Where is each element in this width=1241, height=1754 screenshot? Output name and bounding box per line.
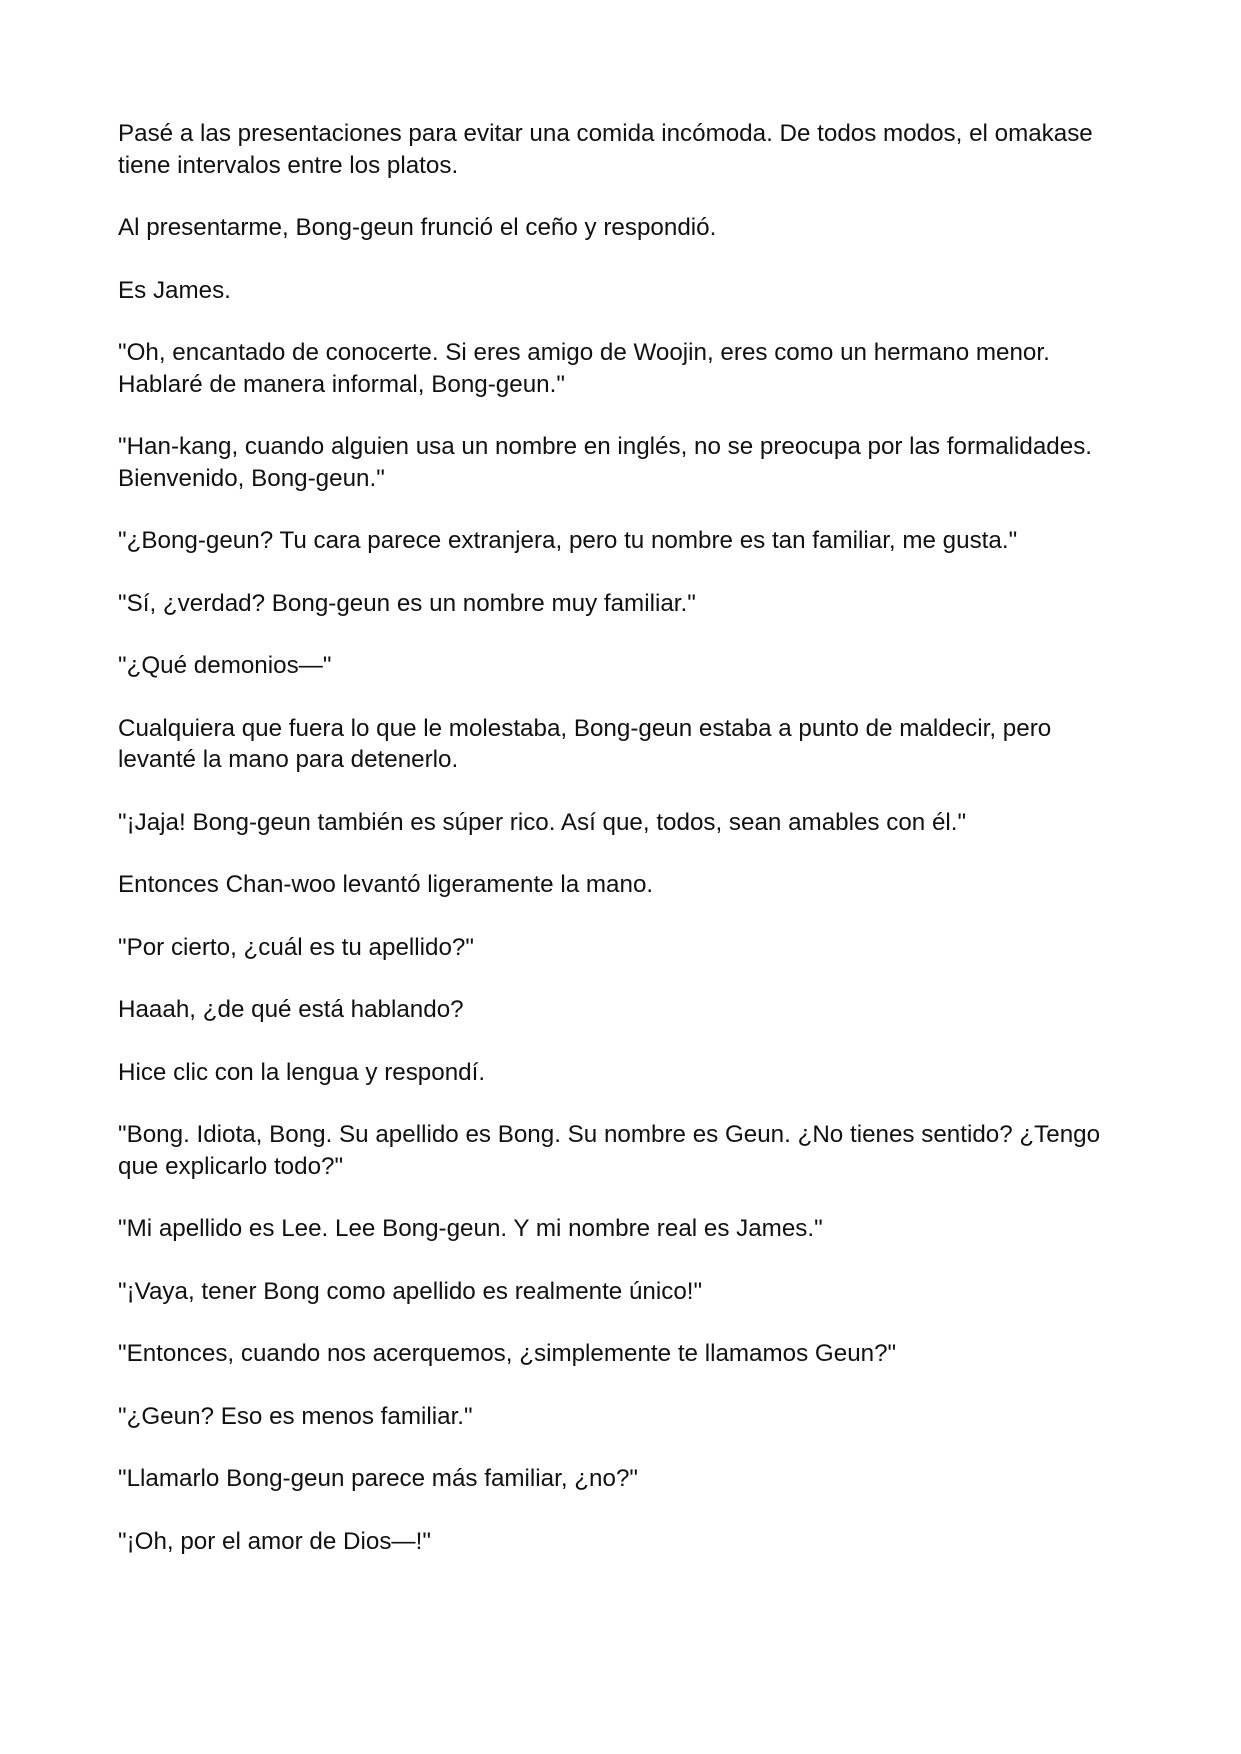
paragraph: "¡Vaya, tener Bong como apellido es realmente único!" xyxy=(118,1277,703,1305)
paragraph: Es James. xyxy=(118,276,231,304)
paragraph: "Mi apellido es Lee. Lee Bong-geun. Y mi nombre real es James." xyxy=(118,1215,823,1242)
paragraph: "¿Geun? Eso es menos familiar." xyxy=(118,1402,473,1430)
paragraph: "Oh, encantado de conocerte. Si eres amigo de Woojin, eres como un hermano menor. Hablaré de manera informal, Bong-geun." xyxy=(118,339,1050,398)
paragraph: "Por cierto, ¿cuál es tu apellido?" xyxy=(118,933,474,961)
paragraph: "¿Qué demonios—" xyxy=(118,652,332,679)
paragraph: "Han-kang, cuando alguien usa un nombre en inglés, no se preocupa por las formalidades. Bienvenido, Bong-geun." xyxy=(118,433,1093,492)
document-body xyxy=(118,118,1128,1588)
paragraph: Hice clic con la lengua y respondí. xyxy=(118,1058,486,1086)
paragraph: "Bong. Idiota, Bong. Su apellido es Bong. Su nombre es Geun. ¿No tienes sentido? ¿Tengo que explicarlo todo?" xyxy=(118,1121,1101,1180)
paragraph: Entonces Chan-woo levantó ligeramente la mano. xyxy=(118,871,654,898)
paragraph: "¡Jaja! Bong-geun también es súper rico. Así que, todos, sean amables con él." xyxy=(118,808,967,836)
paragraph: Pasé a las presentaciones para evitar una comida incómoda. De todos modos, el omakase tiene intervalos entre los platos. xyxy=(118,120,1093,179)
paragraph: Cualquiera que fuera lo que le molestaba, Bong-geun estaba a punto de maldecir, pero levanté la mano para detenerlo. xyxy=(118,714,1052,773)
paragraph: "Sí, ¿verdad? Bong-geun es un nombre muy familiar." xyxy=(118,589,696,617)
paragraph: Haaah, ¿de qué está hablando? xyxy=(118,996,464,1023)
paragraph: "Llamarlo Bong-geun parece más familiar, ¿no?" xyxy=(118,1465,638,1492)
paragraph: "Entonces, cuando nos acerquemos, ¿simplemente te llamamos Geun?" xyxy=(118,1340,897,1367)
paragraph: Al presentarme, Bong-geun frunció el ceño y respondió. xyxy=(118,214,717,241)
paragraph: "¡Oh, por el amor de Dios—!" xyxy=(118,1527,431,1555)
paragraph: "¿Bong-geun? Tu cara parece extranjera, pero tu nombre es tan familiar, me gusta." xyxy=(118,527,1018,554)
